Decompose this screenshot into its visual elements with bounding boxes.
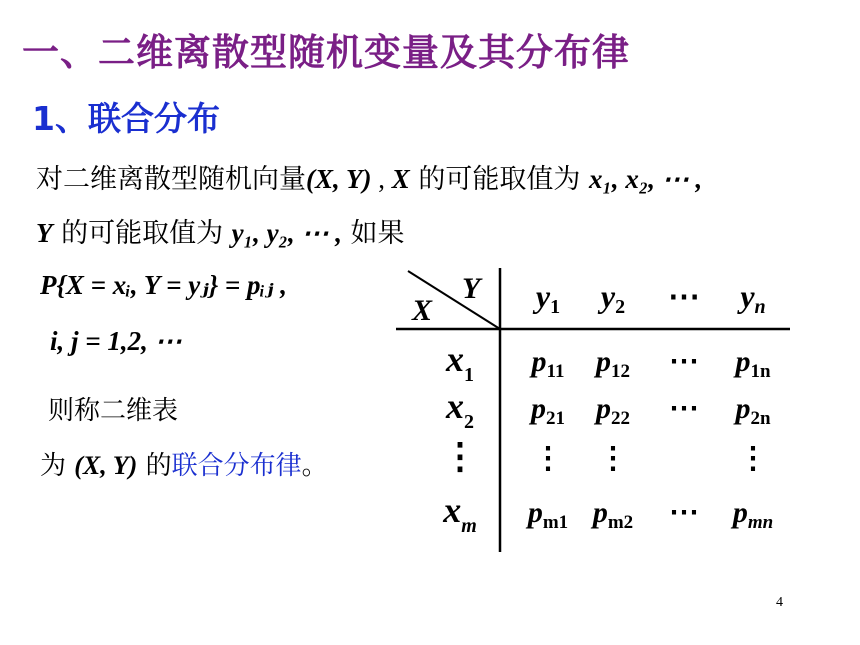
x-values: x₁, x₂, ⋯ ,: [588, 164, 703, 194]
intro-text: 的可能取值为: [52, 218, 232, 249]
vector-xy: (X, Y): [306, 164, 372, 194]
separator: ,: [371, 164, 392, 194]
y-values: y₁, y₂, ⋯ ,: [231, 218, 342, 248]
vector-xy: (X, Y): [74, 451, 138, 480]
conclusion-line-1: 则称二维表: [48, 396, 179, 426]
table-cell: $p_{m2}$: [592, 496, 634, 533]
column-header: ⋯: [668, 278, 700, 314]
conclusion-text: 的: [137, 451, 172, 481]
row-header: ⋮: [442, 436, 478, 476]
intro-text: 如果: [341, 218, 405, 249]
row-header: $x_1$: [446, 339, 474, 386]
table-cell: $p_{m1}$: [527, 496, 569, 533]
page-number: 4: [776, 595, 783, 610]
conclusion-text: 为: [40, 451, 75, 481]
table-content: [442, 278, 773, 537]
table-cell: ⋮: [598, 442, 628, 475]
index-range: i, j = 1,2, ⋯: [50, 326, 182, 356]
var-y: Y: [36, 218, 53, 248]
intro-text: 对二维离散型随机向量: [36, 164, 306, 195]
column-header: y1: [535, 278, 561, 318]
joint-distribution-term: 联合分布律: [171, 451, 302, 481]
table-cell: ⋯: [669, 496, 699, 529]
table-cell: $p_{21}$: [531, 392, 565, 429]
var-x: X: [391, 164, 410, 194]
table-cell: ⋯: [669, 345, 699, 378]
table-cell: $p_{12}$: [596, 345, 630, 382]
probability-formula: P{X = xᵢ, Y = yⱼ} = pᵢⱼ ,: [40, 270, 288, 300]
corner-x-label: X: [412, 294, 433, 327]
row-header: $x_2$: [446, 386, 474, 433]
column-header: y2: [600, 278, 626, 318]
table-cell: $p_{22}$: [596, 392, 630, 429]
slide-title: 一、二维离散型随机变量及其分布律: [22, 31, 630, 74]
intro-text: 的可能取值为: [409, 164, 589, 195]
column-header: yn: [740, 278, 766, 318]
conclusion-text: 。: [301, 451, 328, 481]
table-cell: $p_{mn}$: [732, 496, 774, 533]
table-cell: ⋮: [533, 442, 563, 475]
row-header: $x_m$: [443, 490, 477, 537]
table-cell: $p_{11}$: [531, 345, 565, 382]
section-heading: 1、联合分布: [32, 99, 220, 138]
table-cell: ⋯: [669, 392, 699, 425]
table-cell: $p_{1n}$: [735, 345, 771, 382]
table-cell: ⋮: [738, 442, 768, 475]
table-cell: $p_{2n}$: [735, 392, 771, 429]
corner-y-label: Y: [462, 272, 481, 305]
